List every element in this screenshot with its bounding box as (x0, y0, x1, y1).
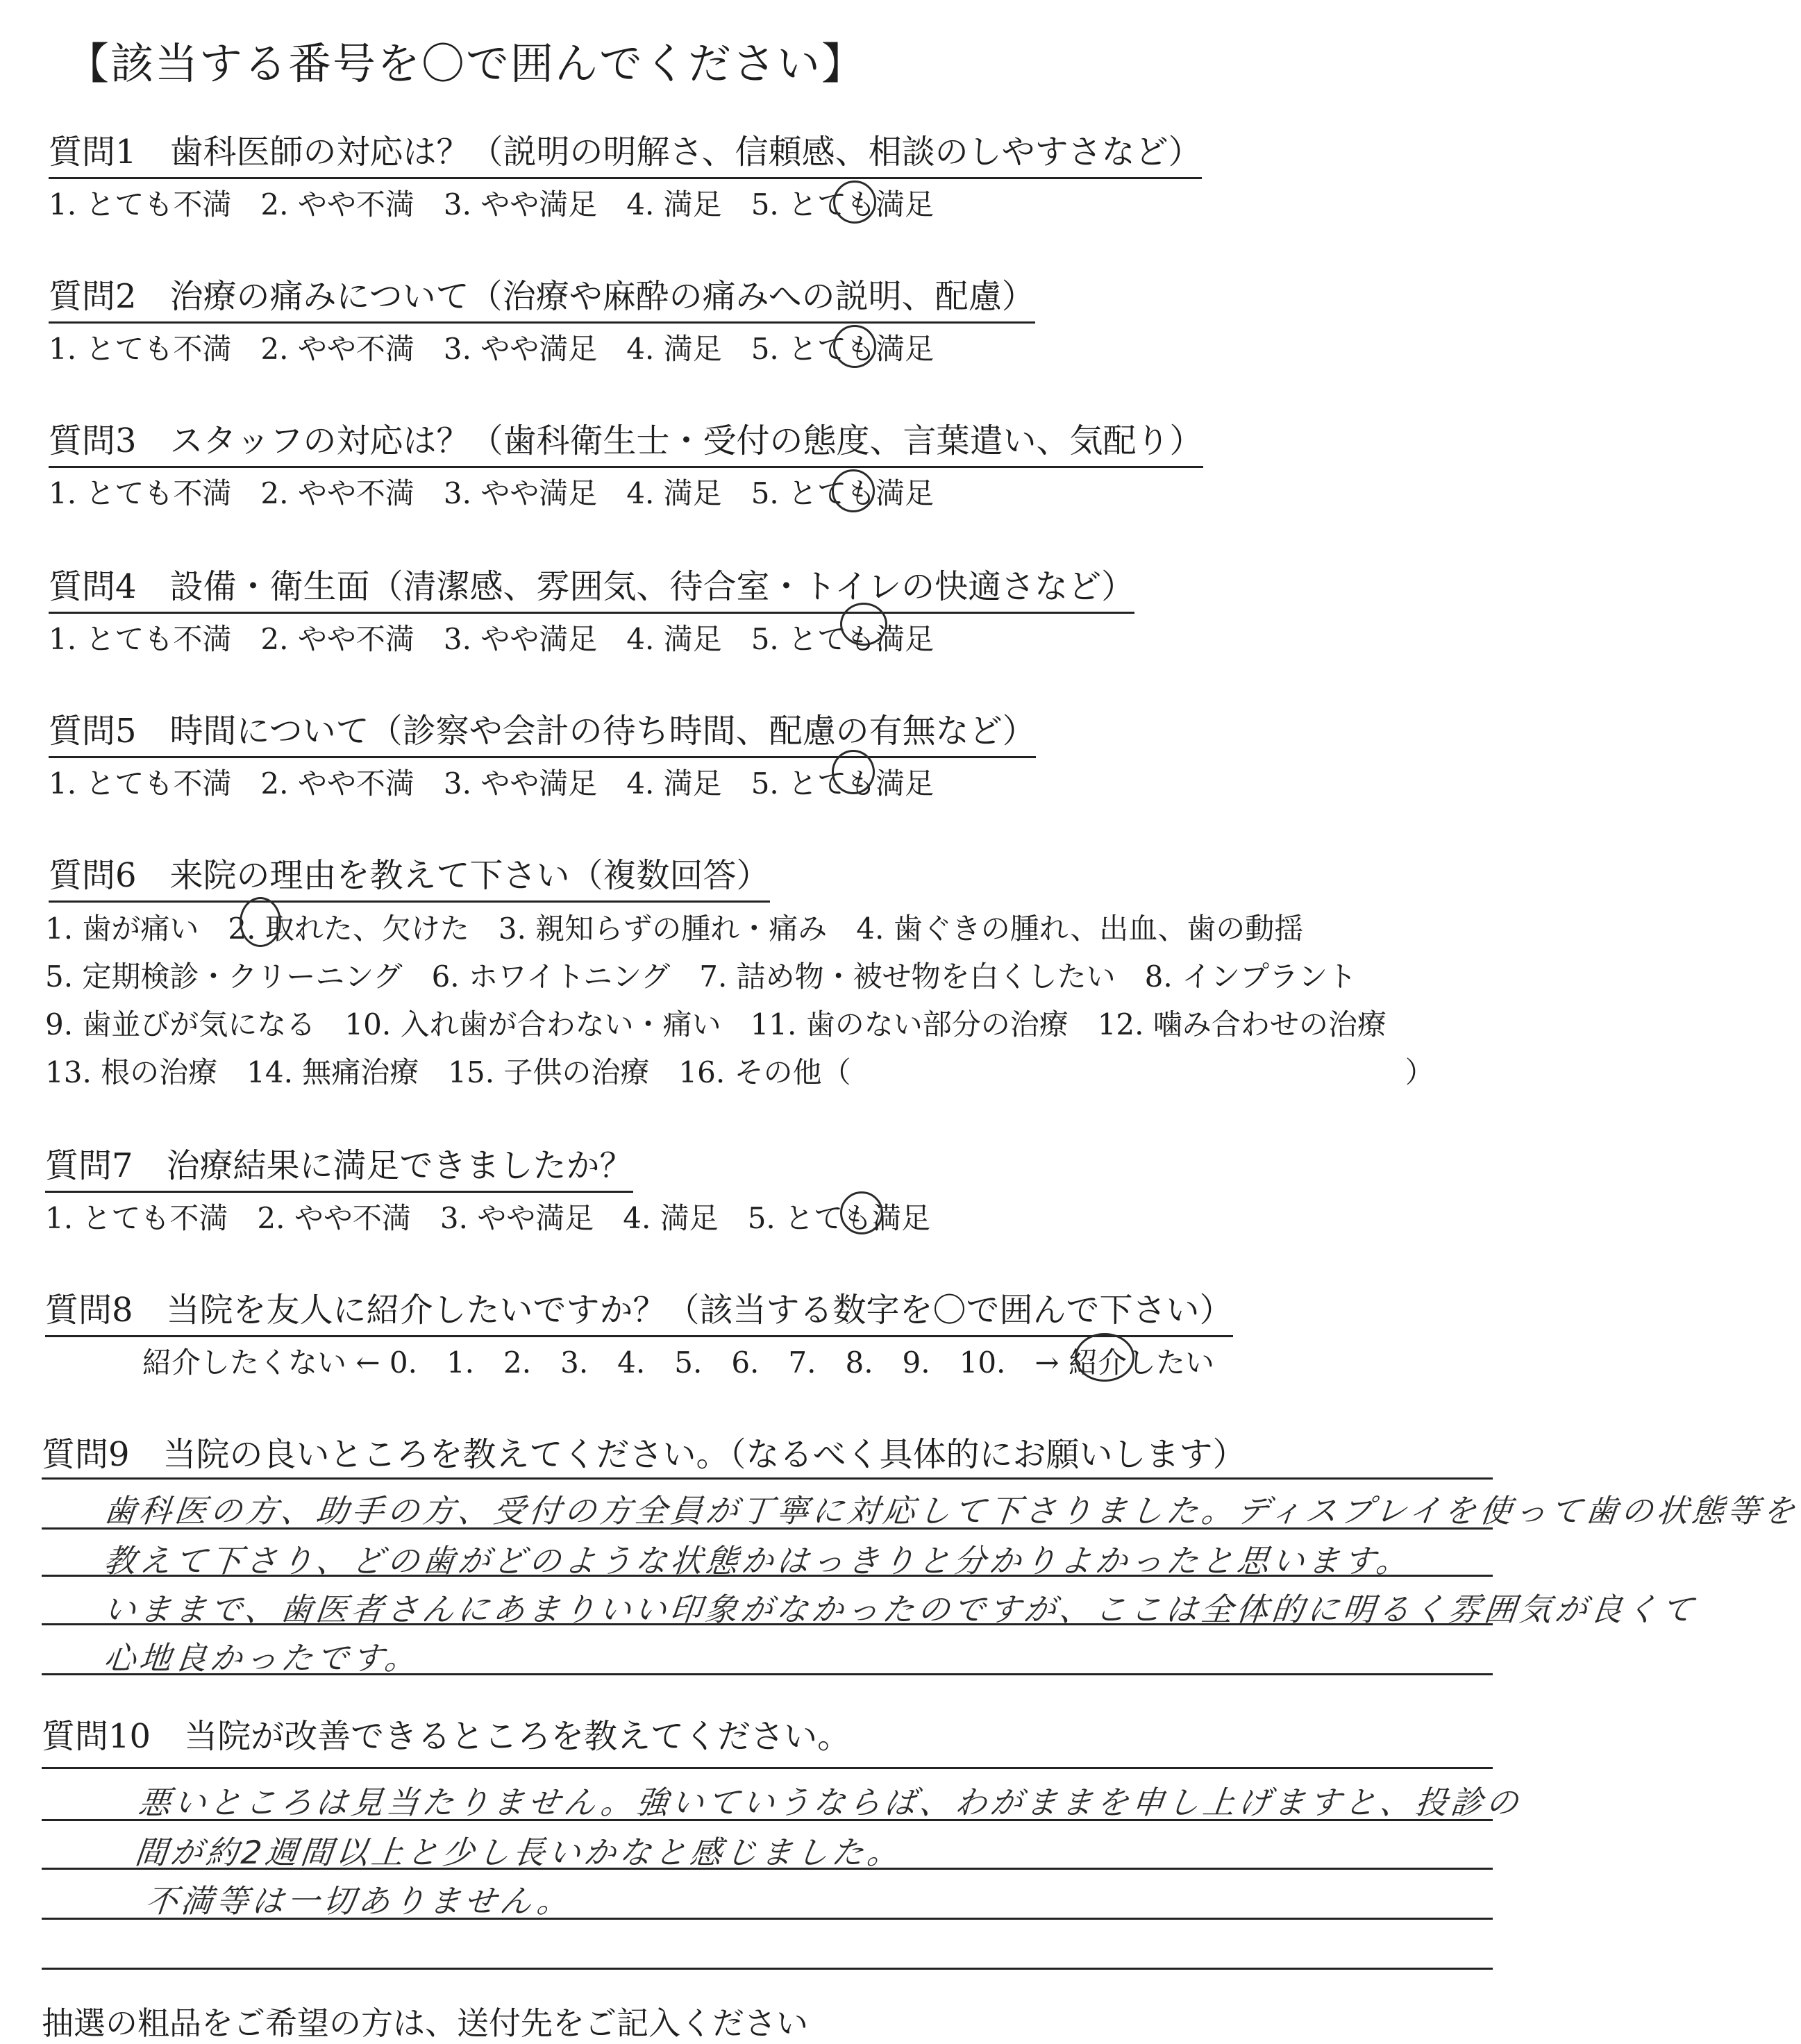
q10-rule-4 (42, 1918, 1493, 1920)
q9-rule-2 (42, 1527, 1493, 1530)
question-9-label: 質問9 当院の良いところを教えてください。（なるべく具体的にお願いします） (42, 1435, 1246, 1474)
page-title: 【該当する番号を〇で囲んでください】 (66, 38, 866, 89)
q10-answer-line-3: 不満等は一切ありません。 (143, 1882, 575, 1920)
q9-answer-line-4: 心地良かったです。 (101, 1639, 422, 1677)
question-7-label: 質問7 治療結果に満足できましたか？ (45, 1139, 633, 1193)
question-6-line-3: 9. 歯並びが気になる 10. 入れ歯が合わない・痛い 11. 歯のない部分の治療 12. 噛み合わせの治療 (45, 1007, 1387, 1041)
q9-answer-line-1: 歯科医の方、助手の方、受付の方全員が丁寧に対応して下さりました。ディスプレイを使って歯の状態等を (101, 1492, 1800, 1530)
question-3-label: 質問3 スタッフの対応は？（歯科衛生士・受付の態度、言葉遣い、気配り） (49, 414, 1203, 468)
q10-rule-3 (42, 1868, 1493, 1870)
question-6-line-4: 13. 根の治療 14. 無痛治療 15. 子供の治療 16. その他（ ） (45, 1055, 1434, 1089)
question-5-options: 1. とても不満 2. やや不満 3. やや満足 4. 満足 5. とても満足 (49, 766, 935, 801)
question-6-line-2: 5. 定期検診・クリーニング 6. ホワイトニング 7. 詰め物・被せ物を白くしたい 8. インプラント (45, 960, 1357, 994)
question-1-label: 質問1 歯科医師の対応は？（説明の明解さ、信頼感、相談のしやすさなど） (49, 125, 1202, 179)
q9-answer-line-2: 教えて下さり、どの歯がどのような状態かはっきりと分かりよかったと思います。 (101, 1542, 1414, 1580)
question-8-label: 質問8 当院を友人に紹介したいですか？（該当する数字を〇で囲んで下さい） (45, 1283, 1233, 1337)
q9-rule-4 (42, 1623, 1493, 1625)
q9-answer-line-3: いままで、歯医者さんにあまりいい印象がなかったのですが、ここは全体的に明るく雰囲気が良くて (101, 1591, 1699, 1628)
question-2-label: 質問2 治療の痛みについて（治療や麻酔の痛みへの説明、配慮） (49, 269, 1035, 324)
q10-rule-1 (42, 1767, 1493, 1769)
q9-rule-5 (42, 1673, 1493, 1675)
question-6-label: 質問6 来院の理由を教えて下さい（複数回答） (49, 848, 770, 903)
question-1-selected-circle[interactable] (833, 181, 876, 224)
question-4-label: 質問4 設備・衛生面（清潔感、雰囲気、待合室・トイレの快適さなど） (49, 560, 1134, 614)
question-7-options: 1. とても不満 2. やや不満 3. やや満足 4. 満足 5. とても満足 (45, 1201, 931, 1235)
question-2-selected-circle[interactable] (833, 325, 876, 368)
question-10-label: 質問10 当院が改善できるところを教えてください。 (42, 1717, 851, 1756)
q9-rule-3 (42, 1575, 1493, 1577)
q10-answer-line-1: 悪いところは見当たりません。強いていうならば、わがままを申し上げますと、投診の (136, 1784, 1524, 1821)
question-4-selected-circle[interactable] (840, 603, 887, 646)
q10-rule-2 (42, 1819, 1493, 1821)
question-3-selected-circle[interactable] (832, 469, 875, 512)
question-3-options: 1. とても不満 2. やや不満 3. やや満足 4. 満足 5. とても満足 (49, 476, 935, 510)
question-5-label: 質問5 時間について（診察や会計の待ち時間、配慮の有無など） (49, 704, 1036, 758)
question-4-options: 1. とても不満 2. やや不満 3. やや満足 4. 満足 5. とても満足 (49, 622, 935, 656)
question-7-selected-circle[interactable] (840, 1191, 883, 1234)
q10-rule-5 (42, 1968, 1493, 1970)
footer-cut-text: 抽選の粗品をご希望の方は、送付先をご記入ください (42, 2004, 808, 2042)
q9-rule-1 (42, 1477, 1493, 1480)
question-8-selected-circle[interactable] (1075, 1333, 1134, 1382)
q10-answer-line-2: 間が約2週間以上と少し長いかなと感じました。 (133, 1834, 905, 1871)
question-5-selected-circle[interactable] (832, 750, 875, 794)
question-2-options: 1. とても不満 2. やや不満 3. やや満足 4. 満足 5. とても満足 (49, 332, 935, 366)
question-8-scale: 紹介したくない ← 0. 1. 2. 3. 4. 5. 6. 7. 8. 9. 10. → 紹介したい (142, 1346, 1214, 1380)
question-1-options: 1. とても不満 2. やや不満 3. やや満足 4. 満足 5. とても満足 (49, 187, 935, 221)
question-6-selected-circle[interactable] (240, 897, 281, 947)
question-6-line-1: 1. 歯が痛い 2. 取れた、欠けた 3. 親知らずの腫れ・痛み 4. 歯ぐきの腫れ、出血、歯の動揺 (45, 912, 1304, 946)
